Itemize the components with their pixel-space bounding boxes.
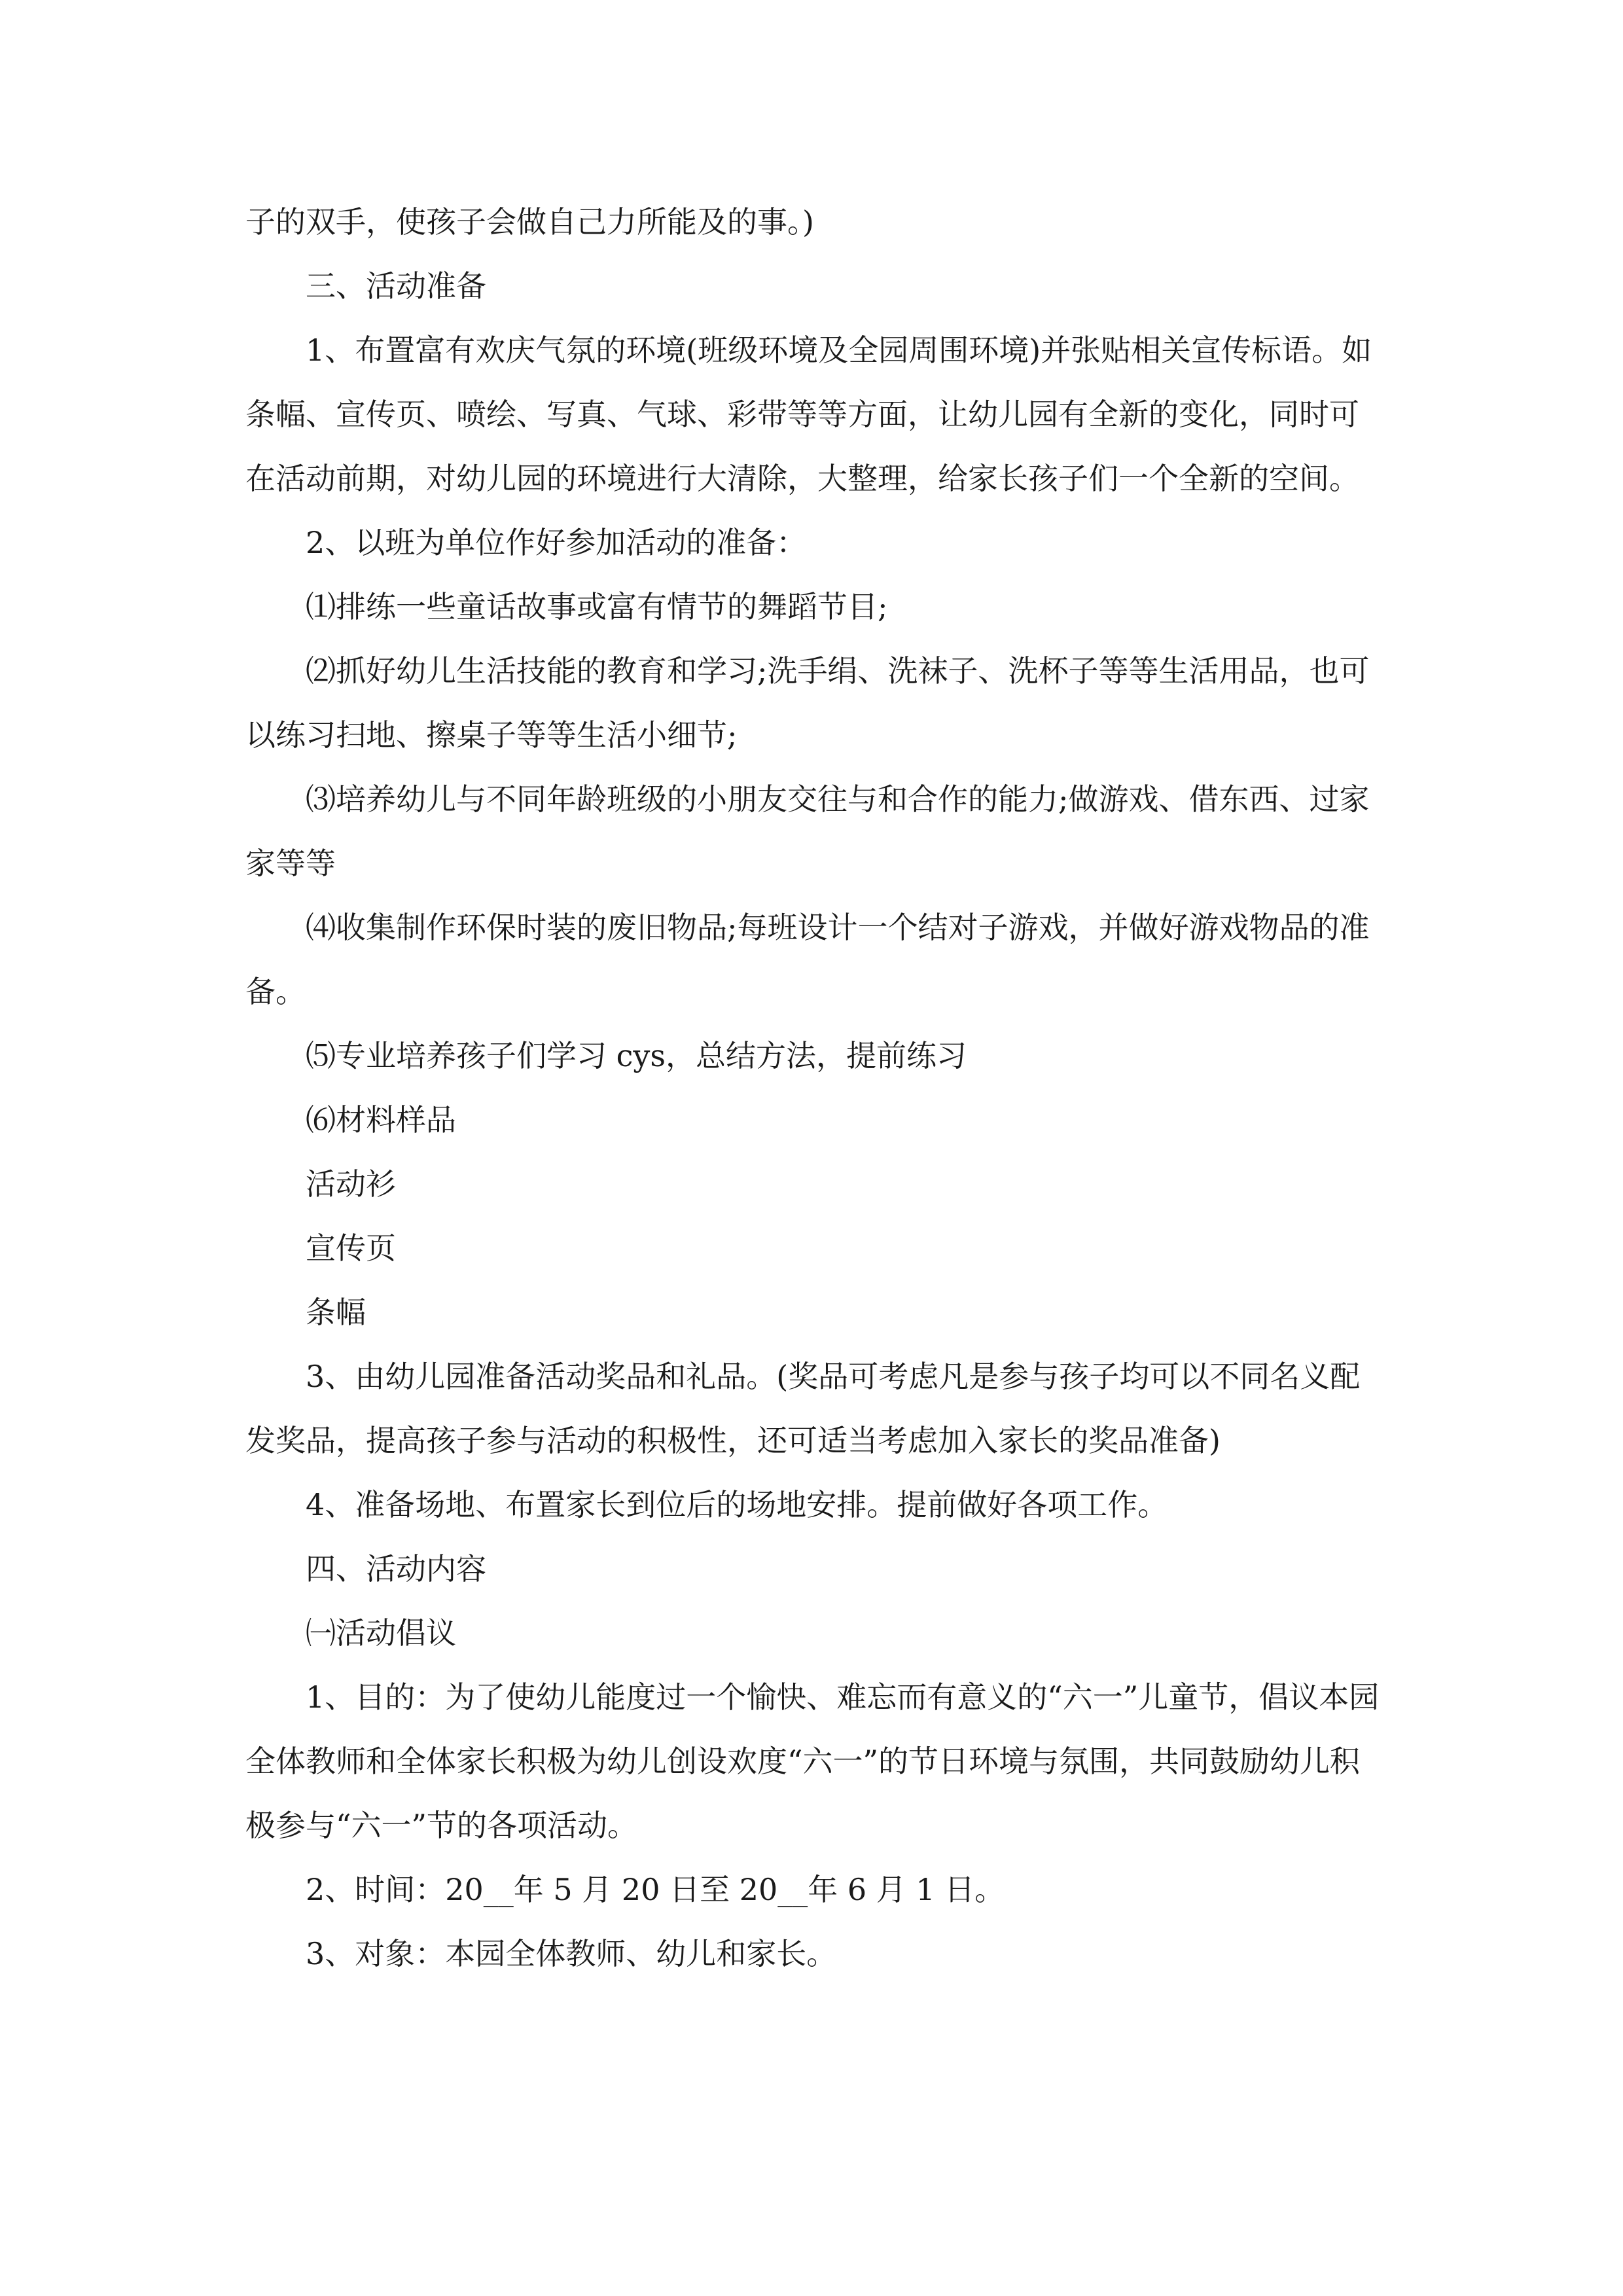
paragraph: 子的双手，使孩子会做自己力所能及的事。) [245,204,814,240]
material-item: 宣传页 [306,1230,396,1266]
paragraph: 3、由幼儿园准备活动奖品和礼品。(奖品可考虑凡是参与孩子均可以不同名义配发奖品，提高孩子参与活动的积极性，还可适当考虑加入家长的奖品准备) [245,1359,1361,1458]
paragraph: 1、布置富有欢庆气氛的环境(班级环境及全园周围环境)并张贴相关宣传标语。如条幅、宣传页、喷绘、写真、气球、彩带等等方面，让幼儿园有全新的变化，同时可在活动前期，对幼儿园的环境进行大清除，大整理，给家长孩子们一个全新的空间。 [245,332,1372,496]
list-item: ⑹材料样品 [306,1102,456,1138]
section-heading-activity-content: 四、活动内容 [306,1551,486,1587]
paragraph: 4、准备场地、布置家长到位后的场地安排。提前做好各项工作。 [306,1487,1168,1522]
paragraph: 2、时间：20__年 5 月 20 日至 20__年 6 月 1 日。 [306,1872,1005,1907]
list-item: ⑴排练一些童话故事或富有情节的舞蹈节目; [306,589,888,624]
paragraph: 2、以班为单位作好参加活动的准备： [306,525,807,560]
document-body [245,190,1381,1986]
paragraph: 1、目的：为了使幼儿能度过一个愉快、难忘而有意义的“六一”儿童节，倡议本园全体教师和全体家长积极为幼儿创设欢度“六一”的节日环境与氛围，共同鼓励幼儿积极参与“六一”节的各项活动。 [245,1679,1380,1843]
paragraph: 3、对象：本园全体教师、幼儿和家长。 [306,1936,837,1971]
list-item: ⑵抓好幼儿生活技能的教育和学习;洗手绢、洗袜子、洗杯子等等生活用品，也可以练习扫地、擦桌子等等生活小细节; [245,653,1370,753]
material-item: 条幅 [306,1295,366,1330]
list-item: ⑶培养幼儿与不同年龄班级的小朋友交往与和合作的能力;做游戏、借东西、过家家等等 [245,781,1370,881]
list-item: ⑷收集制作环保时装的废旧物品;每班设计一个结对子游戏，并做好游戏物品的准备。 [245,910,1370,1009]
section-heading-activity-preparation: 三、活动准备 [306,268,486,304]
list-item: ⑸专业培养孩子们学习 cys，总结方法，提前练习 [306,1038,967,1073]
material-item: 活动衫 [306,1166,396,1202]
subsection-heading: ㈠活动倡议 [306,1615,456,1651]
